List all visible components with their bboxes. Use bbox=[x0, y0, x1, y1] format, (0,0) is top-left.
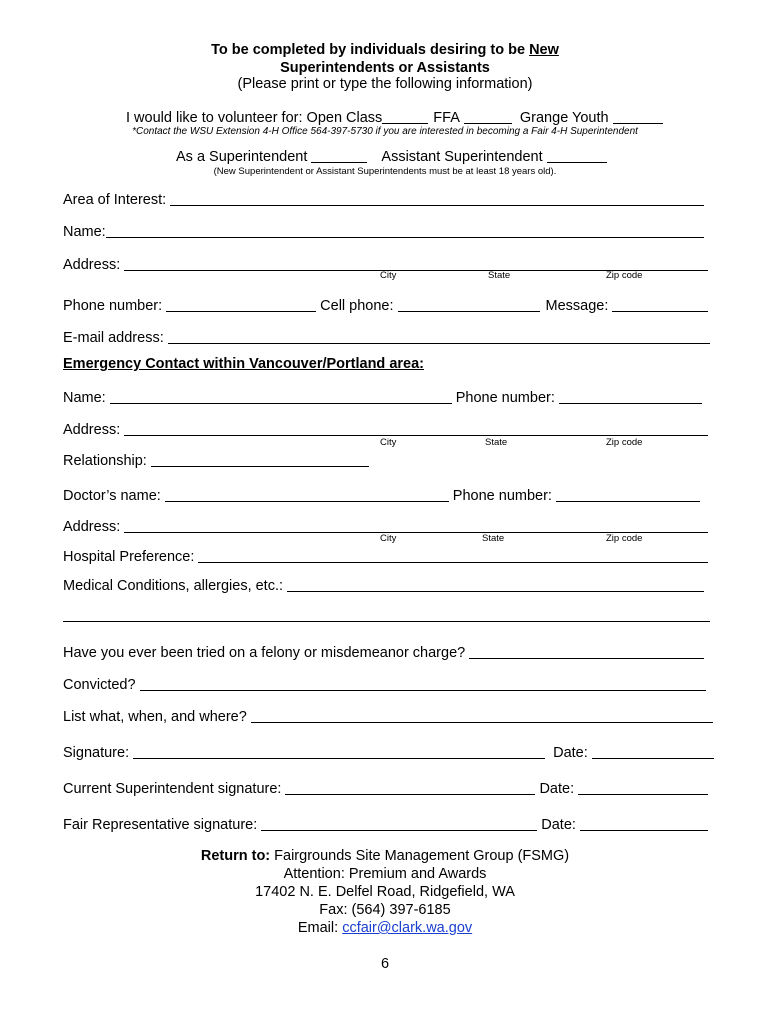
felony-field[interactable] bbox=[469, 644, 704, 659]
area-of-interest-field[interactable] bbox=[170, 191, 704, 206]
doctor-row: Doctor’s name: Phone number: bbox=[63, 484, 700, 504]
state-label: State bbox=[488, 270, 511, 281]
address-field[interactable] bbox=[124, 256, 708, 271]
superintendent-line: As a Superintendent Assistant Superintendent bbox=[176, 148, 607, 165]
name-row: Name: bbox=[63, 220, 704, 240]
doctor-phone-field[interactable] bbox=[556, 487, 700, 502]
4h-contact-note: *Contact the WSU Extension 4-H Office 564-397-5730 if you are interested in becoming a Fair 4-H Superintendent bbox=[132, 126, 638, 137]
zip-label: Zip code bbox=[606, 437, 643, 448]
signature-field[interactable] bbox=[133, 744, 545, 759]
state-label: State bbox=[482, 533, 505, 544]
signature-date-field[interactable] bbox=[592, 744, 714, 759]
zip-label: Zip code bbox=[606, 533, 643, 544]
signature-row: Signature: Date: bbox=[63, 741, 714, 761]
hospital-field[interactable] bbox=[198, 548, 708, 563]
city-label: City bbox=[380, 270, 397, 281]
emergency-address-row: Address: bbox=[63, 418, 708, 438]
open-class-field[interactable] bbox=[382, 109, 428, 124]
return-attention: Attention: Premium and Awards bbox=[283, 866, 487, 882]
emergency-name-field[interactable] bbox=[110, 389, 452, 404]
hospital-row: Hospital Preference: bbox=[63, 545, 708, 565]
fair-representative-date-field[interactable] bbox=[580, 816, 708, 831]
doctor-address-field[interactable] bbox=[124, 518, 708, 533]
return-fax: Fax: (564) 397-6185 bbox=[319, 902, 451, 918]
email-row: E-mail address: bbox=[63, 326, 710, 346]
volunteer-line: I would like to volunteer for: Open Class FFA Grange Youth bbox=[126, 109, 663, 126]
relationship-row: Relationship: bbox=[63, 449, 712, 469]
email-field[interactable] bbox=[168, 329, 710, 344]
state-label: State bbox=[485, 437, 508, 448]
current-superintendent-row: Current Superintendent signature: Date: bbox=[63, 777, 708, 797]
convicted-row: Convicted? bbox=[63, 673, 706, 693]
emergency-phone-field[interactable] bbox=[559, 389, 702, 404]
medical-row: Medical Conditions, allergies, etc.: bbox=[63, 574, 704, 594]
address-row: Address: bbox=[63, 253, 708, 273]
cell-phone-field[interactable] bbox=[398, 297, 540, 312]
doctor-name-field[interactable] bbox=[165, 487, 449, 502]
age-note: (New Superintendent or Assistant Superintendents must be at least 18 years old). bbox=[213, 166, 557, 177]
city-label: City bbox=[380, 437, 397, 448]
felony-row: Have you ever been tried on a felony or misdemeanor charge? bbox=[63, 641, 704, 661]
return-to: Return to: Fairgrounds Site Management Group (FSMG) bbox=[200, 848, 570, 864]
message-field[interactable] bbox=[612, 297, 708, 312]
phone-row: Phone number: Cell phone: Message: bbox=[63, 294, 708, 314]
list-row: List what, when, and where? bbox=[63, 705, 713, 725]
assistant-superintendent-field[interactable] bbox=[547, 148, 607, 163]
return-address: 17402 N. E. Delfel Road, Ridgefield, WA bbox=[255, 884, 515, 900]
phone-field[interactable] bbox=[166, 297, 316, 312]
grange-youth-field[interactable] bbox=[613, 109, 663, 124]
superintendent-field[interactable] bbox=[311, 148, 367, 163]
zip-label: Zip code bbox=[606, 270, 643, 281]
return-email: Email: ccfair@clark.wa.gov bbox=[297, 920, 473, 936]
fair-representative-signature-field[interactable] bbox=[261, 816, 537, 831]
list-field[interactable] bbox=[251, 708, 713, 723]
medical-row-2 bbox=[63, 604, 710, 624]
form-title-line2: Superintendents or Assistants bbox=[280, 60, 490, 76]
name-field[interactable] bbox=[106, 223, 704, 238]
page-number: 6 bbox=[380, 956, 390, 972]
form-title-line1: To be completed by individuals desiring to be New bbox=[211, 42, 559, 58]
emergency-address-field[interactable] bbox=[124, 421, 708, 436]
fair-representative-row: Fair Representative signature: Date: bbox=[63, 813, 708, 833]
medical-field-continued[interactable] bbox=[63, 607, 710, 622]
doctor-address-row: Address: bbox=[63, 515, 708, 535]
current-superintendent-signature-field[interactable] bbox=[285, 780, 535, 795]
medical-field[interactable] bbox=[287, 577, 704, 592]
area-of-interest-row: Area of Interest: bbox=[63, 188, 704, 208]
emergency-heading: Emergency Contact within Vancouver/Portland area: bbox=[63, 356, 424, 372]
email-link[interactable]: ccfair@clark.wa.gov bbox=[342, 920, 473, 936]
current-superintendent-date-field[interactable] bbox=[578, 780, 708, 795]
ffa-field[interactable] bbox=[464, 109, 512, 124]
relationship-field[interactable] bbox=[151, 452, 369, 467]
emergency-name-row: Name: Phone number: bbox=[63, 386, 702, 406]
convicted-field[interactable] bbox=[140, 676, 706, 691]
city-label: City bbox=[380, 533, 397, 544]
instructions: (Please print or type the following information) bbox=[237, 76, 533, 92]
